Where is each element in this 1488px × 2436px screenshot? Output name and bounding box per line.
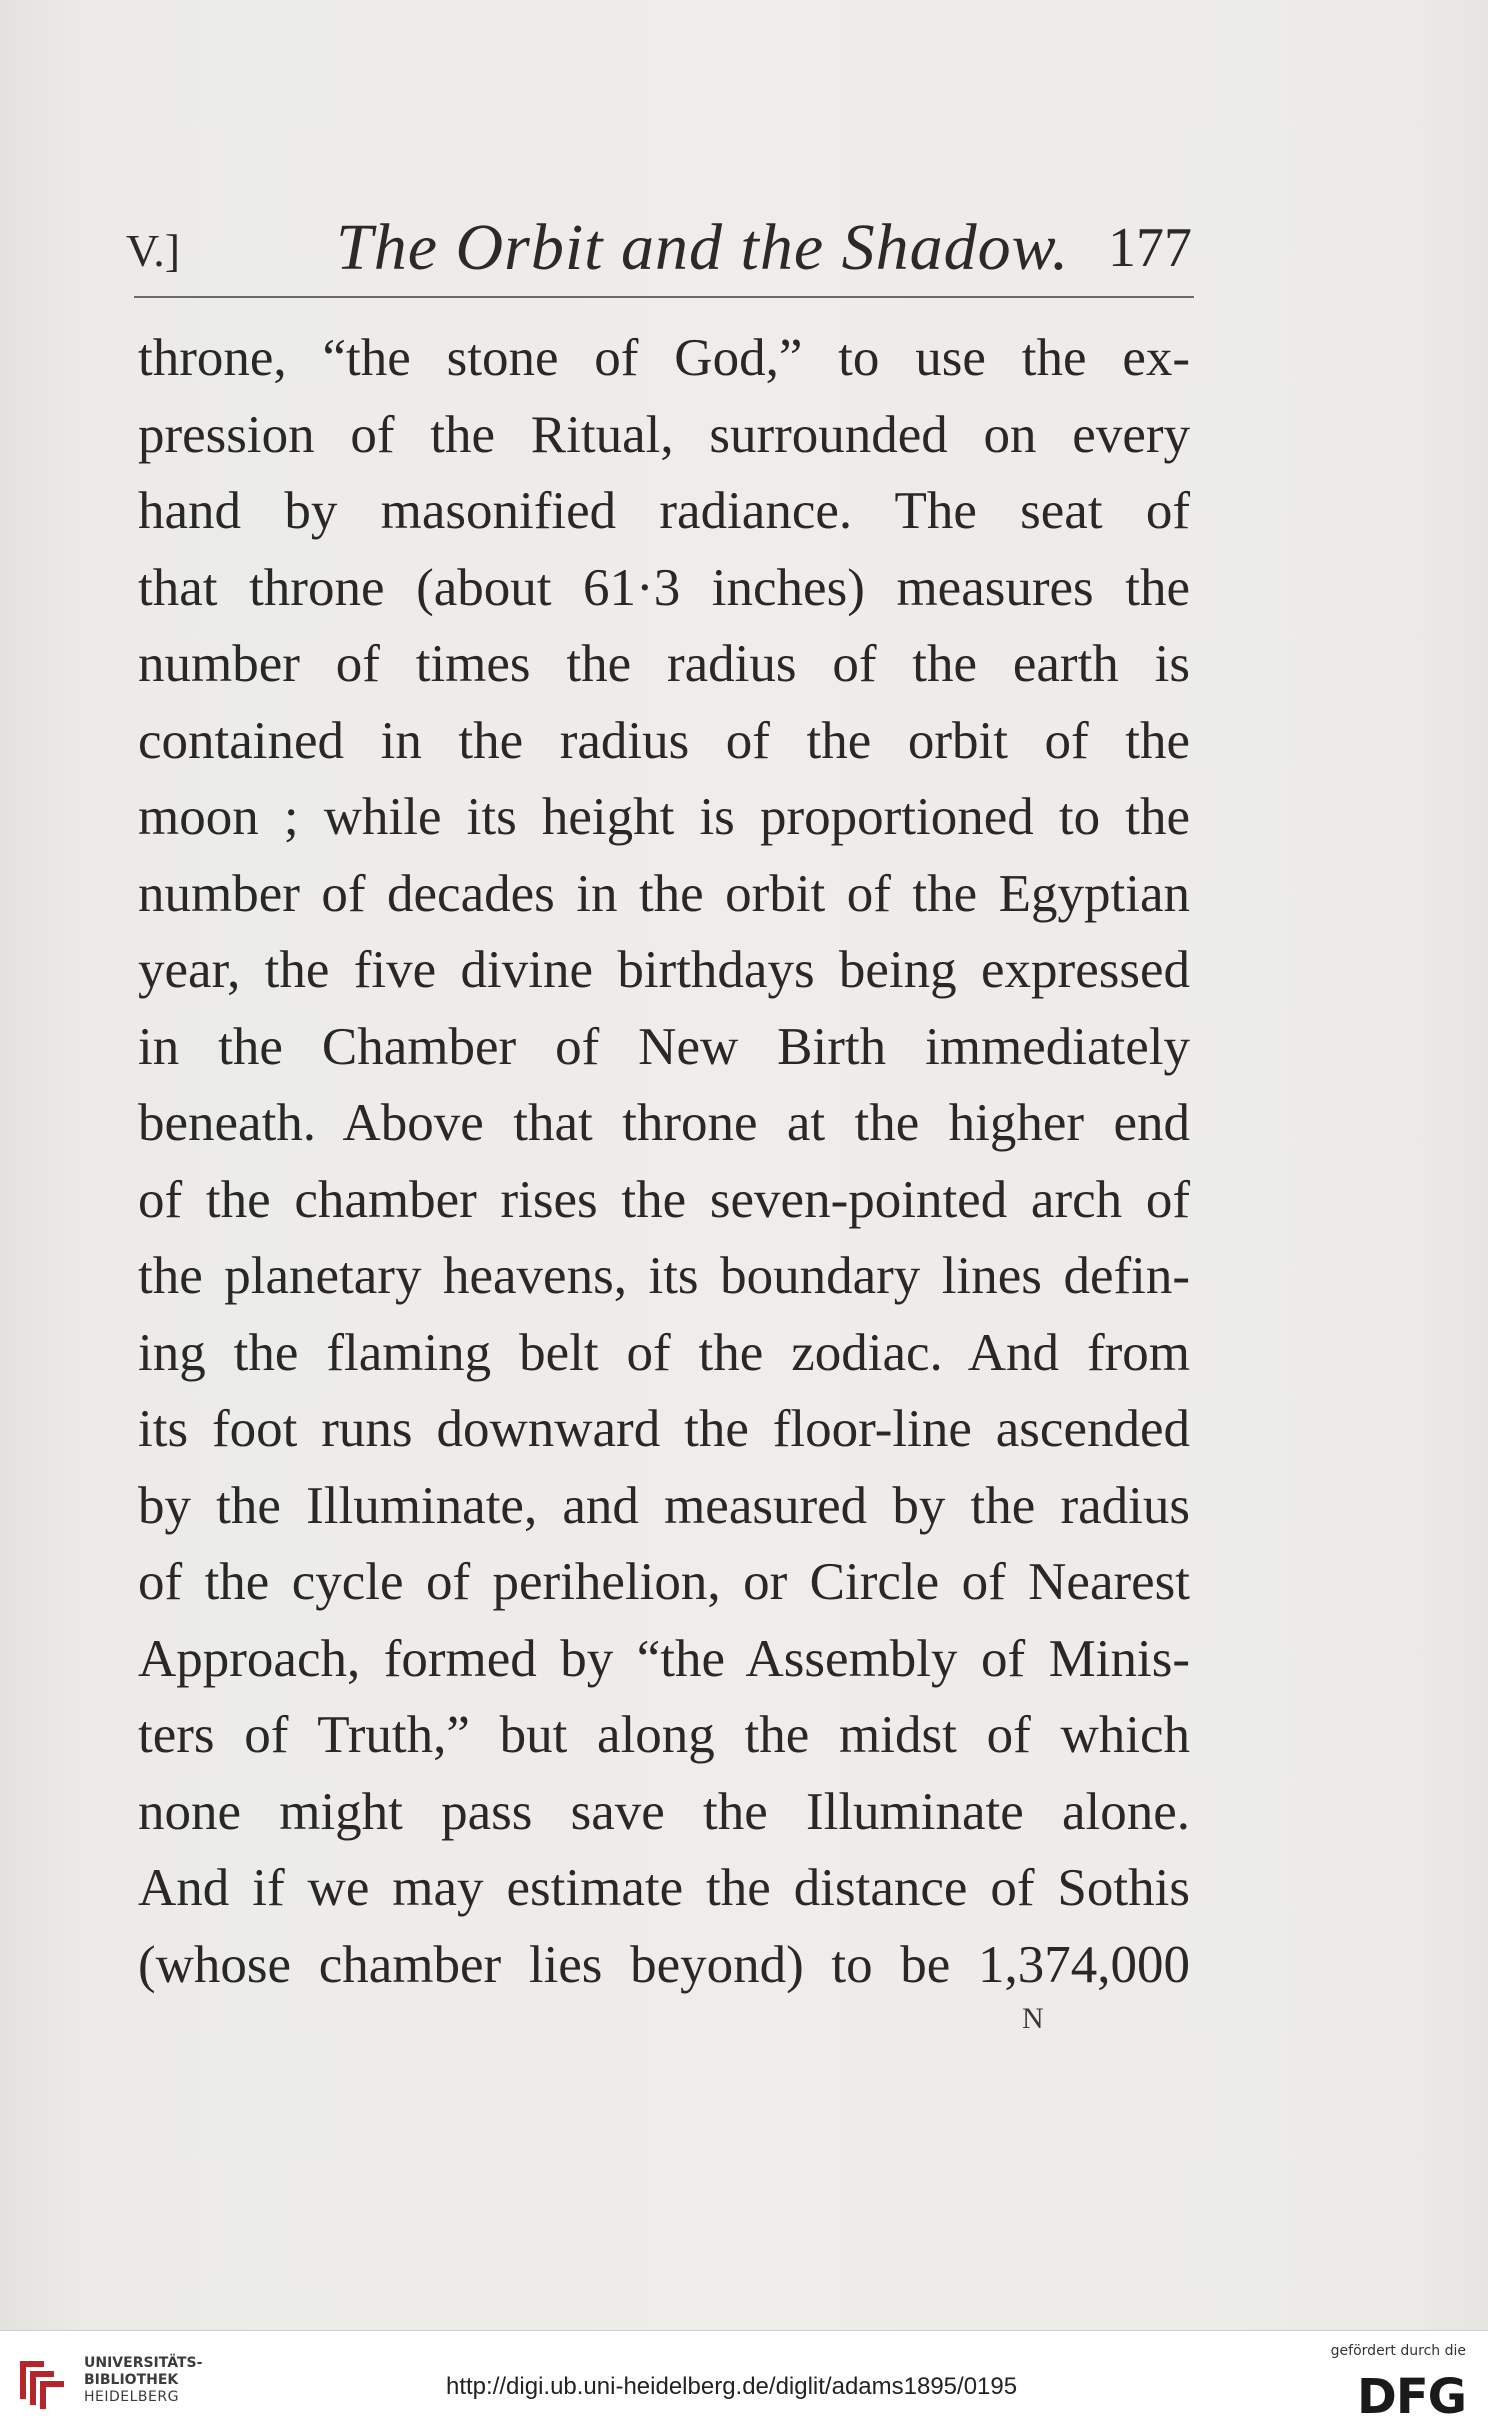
text-line: year, the five divine birthdays being expressed bbox=[138, 941, 1190, 999]
text-line: contained in the radius of the orbit of the bbox=[138, 711, 1190, 770]
library-name-line1: UNIVERSITÄTS- bbox=[84, 2355, 203, 2371]
text-line: number of times the radius of the earth is bbox=[138, 635, 1190, 693]
text-line: beneath. Above that throne at the higher end bbox=[138, 1094, 1190, 1152]
text-line: moon ; while its height is proportioned to the bbox=[138, 788, 1190, 846]
library-logo-icon bbox=[14, 2351, 74, 2411]
page-number: 177 bbox=[1108, 217, 1192, 279]
permalink-url[interactable]: http://digi.ub.uni-heidelberg.de/diglit/adams1895/0195 bbox=[446, 2373, 1018, 2400]
text-line: And if we may estimate the distance of Sothis bbox=[138, 1859, 1190, 1917]
text-line: ing the flaming belt of the zodiac. And from bbox=[138, 1323, 1190, 1382]
running-title: The Orbit and the Shadow. bbox=[336, 211, 1070, 284]
text-line: by the Illuminate, and measured by the radius bbox=[138, 1476, 1190, 1535]
text-line: ters of Truth,” but along the midst of which bbox=[138, 1706, 1190, 1764]
text-line: the planetary heavens, its boundary lines defin- bbox=[138, 1247, 1190, 1305]
text-line: of the cycle of perihelion, or Circle of Nearest bbox=[138, 1553, 1190, 1611]
text-line: its foot runs downward the floor-line ascended bbox=[138, 1400, 1190, 1458]
signature-mark: N bbox=[1022, 2002, 1044, 2035]
header-rule bbox=[134, 296, 1194, 298]
section-number: V.] bbox=[126, 225, 181, 276]
library-name-line2: BIBLIOTHEK bbox=[84, 2372, 179, 2388]
text-line: number of decades in the orbit of the Egyptian bbox=[138, 864, 1190, 923]
text-line: in the Chamber of New Birth immediately bbox=[138, 1017, 1190, 1076]
text-line: none might pass save the Illuminate alone. bbox=[138, 1782, 1190, 1841]
text-line: Approach, formed by “the Assembly of Minis- bbox=[138, 1629, 1190, 1688]
text-line: throne, “the stone of God,” to use the ex- bbox=[138, 329, 1190, 387]
dfg-logo: DFG bbox=[1356, 2369, 1466, 2425]
text-line: (whose chamber lies beyond) to be 1,374,000 bbox=[138, 1935, 1190, 1994]
text-line: pression of the Ritual, surrounded on every bbox=[138, 405, 1190, 464]
funded-by-label: gefördert durch die bbox=[1330, 2343, 1466, 2359]
body-text bbox=[138, 320, 1190, 2003]
library-name-line3: HEIDELBERG bbox=[84, 2389, 179, 2405]
text-line: hand by masonified radiance. The seat of bbox=[138, 482, 1190, 540]
text-line: of the chamber rises the seven-pointed arch of bbox=[138, 1170, 1190, 1229]
running-head bbox=[126, 210, 1192, 300]
footer-bar bbox=[0, 2330, 1488, 2436]
library-name bbox=[84, 2355, 264, 2406]
text-line: that throne (about 61·3 inches) measures the bbox=[138, 558, 1190, 617]
